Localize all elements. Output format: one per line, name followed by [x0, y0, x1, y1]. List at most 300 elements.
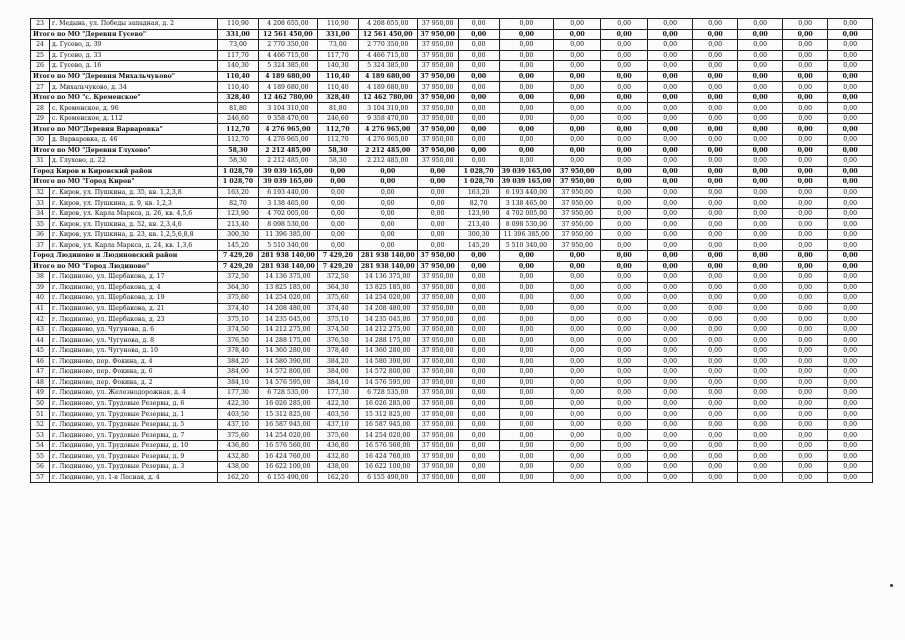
- value-cell: 14 288 175,00: [358, 335, 417, 346]
- value-cell: 37 950,00: [554, 240, 601, 251]
- value-cell: 0,00: [648, 229, 693, 240]
- value-cell: 0,00: [648, 124, 693, 135]
- value-cell: 0,00: [738, 251, 783, 262]
- value-cell: 58,30: [218, 156, 259, 167]
- value-cell: 14 136 375,00: [259, 272, 318, 283]
- value-cell: 0,00: [783, 156, 828, 167]
- value-cell: 0,00: [601, 398, 648, 409]
- value-cell: 374,50: [218, 324, 259, 335]
- value-cell: 300,30: [218, 229, 259, 240]
- value-cell: 0,00: [554, 61, 601, 72]
- value-cell: 0,00: [738, 440, 783, 451]
- value-cell: 123,90: [218, 208, 259, 219]
- address-cell: г. Людиново, ул. Трудовые Резервы, д. 6: [50, 398, 218, 409]
- value-cell: 0,00: [828, 229, 873, 240]
- value-cell: 0,00: [499, 409, 554, 420]
- row-number: 23: [31, 19, 50, 30]
- value-cell: 0,00: [693, 177, 738, 188]
- value-cell: 0,00: [828, 103, 873, 114]
- value-cell: 162,20: [218, 472, 259, 483]
- row-number: 38: [31, 272, 50, 283]
- value-cell: 0,00: [554, 50, 601, 61]
- value-cell: 0,00: [499, 345, 554, 356]
- region-name: Город Людиново и Людиновский район: [31, 251, 218, 262]
- value-cell: 0,00: [554, 430, 601, 441]
- value-cell: 0,00: [458, 103, 499, 114]
- value-cell: 0,00: [828, 50, 873, 61]
- value-cell: 0,00: [554, 135, 601, 146]
- row-number: 49: [31, 388, 50, 399]
- value-cell: 384,20: [317, 356, 358, 367]
- value-cell: 374,40: [218, 303, 259, 314]
- table-row: [31, 240, 873, 251]
- value-cell: 0,00: [828, 335, 873, 346]
- value-cell: 0,00: [828, 303, 873, 314]
- row-number: 31: [31, 156, 50, 167]
- value-cell: 110,40: [317, 71, 358, 82]
- value-cell: 0,00: [693, 19, 738, 30]
- value-cell: 0,00: [458, 409, 499, 420]
- value-cell: 0,00: [458, 324, 499, 335]
- value-cell: 0,00: [783, 409, 828, 420]
- value-cell: 0,00: [458, 282, 499, 293]
- value-cell: 16 622 100,00: [259, 461, 318, 472]
- value-cell: 0,00: [693, 419, 738, 430]
- value-cell: 0,00: [648, 398, 693, 409]
- value-cell: 328,40: [218, 92, 259, 103]
- value-cell: 0,00: [828, 219, 873, 230]
- value-cell: 37 950,00: [417, 377, 458, 388]
- value-cell: 0,00: [783, 345, 828, 356]
- value-cell: 438,00: [218, 461, 259, 472]
- value-cell: 0,00: [648, 92, 693, 103]
- address-cell: г. Киров, ул. Пушкина, д. 23, кв. 1,2,5,6,8,8: [50, 229, 218, 240]
- value-cell: 281 938 140,00: [358, 251, 417, 262]
- row-number: 50: [31, 398, 50, 409]
- value-cell: 0,00: [317, 187, 358, 198]
- row-number: 57: [31, 472, 50, 483]
- value-cell: 0,00: [554, 472, 601, 483]
- value-cell: 0,00: [828, 187, 873, 198]
- table-row: [31, 419, 873, 430]
- row-number: 29: [31, 113, 50, 124]
- value-cell: 0,00: [828, 82, 873, 93]
- value-cell: 0,00: [738, 377, 783, 388]
- value-cell: 37 950,00: [417, 124, 458, 135]
- value-cell: 0,00: [554, 282, 601, 293]
- value-cell: 0,00: [648, 282, 693, 293]
- value-cell: 0,00: [828, 71, 873, 82]
- address-cell: с. Кременское, д. 112: [50, 113, 218, 124]
- value-cell: 4 276 965,00: [259, 124, 318, 135]
- value-cell: 37 950,00: [554, 166, 601, 177]
- value-cell: 0,00: [601, 145, 648, 156]
- value-cell: 281 938 140,00: [259, 261, 318, 272]
- value-cell: 0,00: [828, 398, 873, 409]
- value-cell: 0,00: [783, 367, 828, 378]
- value-cell: 37 950,00: [554, 187, 601, 198]
- value-cell: 163,20: [218, 187, 259, 198]
- value-cell: 300,30: [458, 229, 499, 240]
- value-cell: 11 396 385,00: [499, 229, 554, 240]
- value-cell: 0,00: [458, 367, 499, 378]
- value-cell: 16 026 285,00: [259, 398, 318, 409]
- value-cell: 112,70: [218, 124, 259, 135]
- value-cell: 0,00: [458, 50, 499, 61]
- value-cell: 0,00: [648, 208, 693, 219]
- value-cell: 37 950,00: [417, 61, 458, 72]
- value-cell: 0,00: [499, 61, 554, 72]
- value-cell: 0,00: [648, 240, 693, 251]
- value-cell: 0,00: [499, 261, 554, 272]
- value-cell: 0,00: [554, 92, 601, 103]
- value-cell: 0,00: [554, 293, 601, 304]
- value-cell: 2 212 485,00: [259, 156, 318, 167]
- value-cell: 0,00: [358, 166, 417, 177]
- value-cell: 0,00: [828, 145, 873, 156]
- value-cell: 0,00: [554, 440, 601, 451]
- value-cell: 0,00: [828, 282, 873, 293]
- value-cell: 14 212 275,00: [259, 324, 318, 335]
- address-cell: г. Людиново, ул. Щербакова, д. 4: [50, 282, 218, 293]
- subtotal-row: [31, 29, 873, 40]
- table-row: [31, 103, 873, 114]
- value-cell: 39 039 165,00: [499, 166, 554, 177]
- table-row: [31, 472, 873, 483]
- address-cell: г. Людиново, ул. Чугунова, д. 6: [50, 324, 218, 335]
- value-cell: 0,00: [783, 261, 828, 272]
- value-cell: 0,00: [554, 145, 601, 156]
- value-cell: 0,00: [828, 356, 873, 367]
- value-cell: 376,50: [218, 335, 259, 346]
- value-cell: 0,00: [458, 261, 499, 272]
- value-cell: 0,00: [499, 272, 554, 283]
- value-cell: 14 360 280,00: [358, 345, 417, 356]
- value-cell: 0,00: [783, 419, 828, 430]
- value-cell: 6 155 490,00: [358, 472, 417, 483]
- value-cell: 0,00: [693, 40, 738, 51]
- row-number: 42: [31, 314, 50, 325]
- value-cell: 117,70: [218, 50, 259, 61]
- value-cell: 4 276 965,00: [358, 135, 417, 146]
- region-header-row: [31, 251, 873, 262]
- value-cell: 0,00: [828, 198, 873, 209]
- subtotal-label: Итого по МО "Город Киров": [31, 177, 218, 188]
- address-cell: г. Людиново, ул. Щербакова, д. 17: [50, 272, 218, 283]
- value-cell: 0,00: [783, 229, 828, 240]
- value-cell: 14 212 275,00: [358, 324, 417, 335]
- value-cell: 16 026 285,00: [358, 398, 417, 409]
- row-number: 39: [31, 282, 50, 293]
- value-cell: 14 254 020,00: [259, 293, 318, 304]
- row-number: 37: [31, 240, 50, 251]
- value-cell: 0,00: [738, 50, 783, 61]
- value-cell: 0,00: [693, 272, 738, 283]
- value-cell: 4 276 965,00: [358, 124, 417, 135]
- value-cell: 123,90: [458, 208, 499, 219]
- value-cell: 37 950,00: [554, 198, 601, 209]
- value-cell: 3 104 310,00: [358, 103, 417, 114]
- value-cell: 6 193 440,00: [259, 187, 318, 198]
- value-cell: 0,00: [499, 430, 554, 441]
- value-cell: 0,00: [783, 314, 828, 325]
- value-cell: 0,00: [828, 461, 873, 472]
- value-cell: 0,00: [738, 335, 783, 346]
- value-cell: 0,00: [499, 282, 554, 293]
- value-cell: 0,00: [458, 430, 499, 441]
- value-cell: 0,00: [648, 50, 693, 61]
- value-cell: 0,00: [554, 156, 601, 167]
- value-cell: 436,80: [218, 440, 259, 451]
- value-cell: 0,00: [554, 345, 601, 356]
- value-cell: 0,00: [693, 208, 738, 219]
- address-cell: г. Людиново, ул. Трудовые Резервы, д. 1: [50, 409, 218, 420]
- value-cell: 0,00: [738, 451, 783, 462]
- subtotal-label: Итого по МО"Деревня Варваровка": [31, 124, 218, 135]
- value-cell: 375,60: [218, 293, 259, 304]
- value-cell: 375,60: [218, 430, 259, 441]
- value-cell: 14 576 595,00: [259, 377, 318, 388]
- address-cell: д. Гусево, д. 33: [50, 50, 218, 61]
- value-cell: 0,00: [458, 82, 499, 93]
- value-cell: 0,00: [601, 103, 648, 114]
- table-row: [31, 82, 873, 93]
- value-cell: 14 235 045,00: [259, 314, 318, 325]
- value-cell: 9 358 470,00: [358, 113, 417, 124]
- value-cell: 37 950,00: [417, 335, 458, 346]
- row-number: 34: [31, 208, 50, 219]
- value-cell: 5 324 385,00: [259, 61, 318, 72]
- value-cell: 6 155 490,00: [259, 472, 318, 483]
- value-cell: 331,00: [317, 29, 358, 40]
- value-cell: 0,00: [458, 440, 499, 451]
- value-cell: 0,00: [458, 272, 499, 283]
- value-cell: 37 950,00: [417, 451, 458, 462]
- value-cell: 0,00: [828, 314, 873, 325]
- value-cell: 0,00: [499, 113, 554, 124]
- value-cell: 4 189 680,00: [259, 71, 318, 82]
- value-cell: 438,00: [317, 461, 358, 472]
- table-row: [31, 40, 873, 51]
- value-cell: 0,00: [828, 208, 873, 219]
- value-cell: 0,00: [648, 345, 693, 356]
- value-cell: 112,70: [218, 135, 259, 146]
- value-cell: 37 950,00: [417, 261, 458, 272]
- value-cell: 73,00: [317, 40, 358, 51]
- value-cell: 0,00: [693, 198, 738, 209]
- value-cell: 37 950,00: [417, 145, 458, 156]
- value-cell: 110,40: [218, 71, 259, 82]
- value-cell: 1 028,70: [218, 177, 259, 188]
- value-cell: 0,00: [738, 29, 783, 40]
- value-cell: 0,00: [499, 124, 554, 135]
- value-cell: 12 462 780,00: [259, 92, 318, 103]
- address-cell: д. Гусево, д. 16: [50, 61, 218, 72]
- value-cell: 0,00: [601, 356, 648, 367]
- value-cell: 0,00: [458, 61, 499, 72]
- value-cell: 0,00: [828, 293, 873, 304]
- address-cell: г. Людиново, пер. Фокина, д. 4: [50, 356, 218, 367]
- address-cell: д. Глухово, д. 22: [50, 156, 218, 167]
- value-cell: 16 576 560,00: [259, 440, 318, 451]
- value-cell: 0,00: [828, 440, 873, 451]
- value-cell: 8 098 530,00: [259, 219, 318, 230]
- value-cell: 0,00: [601, 208, 648, 219]
- value-cell: 0,00: [648, 187, 693, 198]
- value-cell: 328,40: [317, 92, 358, 103]
- value-cell: 384,00: [317, 367, 358, 378]
- value-cell: 0,00: [693, 92, 738, 103]
- value-cell: 0,00: [693, 398, 738, 409]
- value-cell: 0,00: [783, 282, 828, 293]
- value-cell: 14 572 800,00: [358, 367, 417, 378]
- value-cell: 0,00: [783, 187, 828, 198]
- subtotal-row: [31, 92, 873, 103]
- address-cell: г. Людиново, ул. Железнодорожная, д. 4: [50, 388, 218, 399]
- value-cell: 0,00: [499, 451, 554, 462]
- value-cell: 37 950,00: [417, 430, 458, 441]
- value-cell: 0,00: [738, 166, 783, 177]
- value-cell: 0,00: [648, 367, 693, 378]
- value-cell: 7 429,20: [218, 261, 259, 272]
- address-cell: г. Киров, ул. Карла Маркса, д. 24, кв. 1,3,6: [50, 240, 218, 251]
- value-cell: 37 950,00: [417, 29, 458, 40]
- value-cell: 37 950,00: [417, 314, 458, 325]
- value-cell: 0,00: [738, 103, 783, 114]
- value-cell: 4 466 715,00: [259, 50, 318, 61]
- value-cell: 0,00: [601, 156, 648, 167]
- value-cell: 0,00: [693, 61, 738, 72]
- value-cell: 0,00: [499, 82, 554, 93]
- value-cell: 0,00: [693, 124, 738, 135]
- value-cell: 0,00: [693, 156, 738, 167]
- value-cell: 37 950,00: [417, 303, 458, 314]
- row-number: 40: [31, 293, 50, 304]
- value-cell: 0,00: [783, 71, 828, 82]
- value-cell: 0,00: [783, 440, 828, 451]
- value-cell: 0,00: [554, 367, 601, 378]
- value-cell: 16 587 945,00: [358, 419, 417, 430]
- value-cell: 12 561 450,00: [259, 29, 318, 40]
- row-number: 28: [31, 103, 50, 114]
- value-cell: 0,00: [601, 92, 648, 103]
- value-cell: 0,00: [554, 124, 601, 135]
- value-cell: 0,00: [417, 177, 458, 188]
- value-cell: 375,60: [317, 293, 358, 304]
- value-cell: 14 580 390,00: [259, 356, 318, 367]
- value-cell: 4 208 655,00: [259, 19, 318, 30]
- value-cell: 1 028,70: [458, 177, 499, 188]
- value-cell: 0,00: [601, 272, 648, 283]
- value-cell: 0,00: [828, 261, 873, 272]
- value-cell: 0,00: [554, 419, 601, 430]
- value-cell: 0,00: [828, 451, 873, 462]
- value-cell: 0,00: [417, 187, 458, 198]
- value-cell: 0,00: [783, 103, 828, 114]
- value-cell: 0,00: [554, 314, 601, 325]
- value-cell: 0,00: [499, 377, 554, 388]
- value-cell: 0,00: [554, 29, 601, 40]
- value-cell: 0,00: [783, 240, 828, 251]
- value-cell: 0,00: [738, 398, 783, 409]
- value-cell: 14 254 020,00: [358, 293, 417, 304]
- value-cell: 0,00: [828, 345, 873, 356]
- value-cell: 0,00: [828, 124, 873, 135]
- value-cell: 0,00: [828, 324, 873, 335]
- value-cell: 37 950,00: [417, 156, 458, 167]
- value-cell: 0,00: [693, 71, 738, 82]
- value-cell: 0,00: [648, 166, 693, 177]
- value-cell: 0,00: [648, 82, 693, 93]
- value-cell: 0,00: [783, 251, 828, 262]
- value-cell: 0,00: [738, 135, 783, 146]
- value-cell: 0,00: [648, 71, 693, 82]
- value-cell: 0,00: [738, 356, 783, 367]
- value-cell: 0,00: [828, 61, 873, 72]
- value-cell: 0,00: [554, 251, 601, 262]
- table-row: [31, 272, 873, 283]
- value-cell: 384,10: [218, 377, 259, 388]
- value-cell: 246,60: [218, 113, 259, 124]
- value-cell: 39 039 165,00: [259, 166, 318, 177]
- value-cell: 0,00: [601, 240, 648, 251]
- row-number: 35: [31, 219, 50, 230]
- value-cell: 0,00: [783, 135, 828, 146]
- row-number: 53: [31, 430, 50, 441]
- row-number: 56: [31, 461, 50, 472]
- table-row: [31, 335, 873, 346]
- value-cell: 0,00: [828, 388, 873, 399]
- value-cell: 0,00: [783, 219, 828, 230]
- value-cell: 37 950,00: [417, 19, 458, 30]
- value-cell: 37 950,00: [417, 92, 458, 103]
- value-cell: 0,00: [499, 419, 554, 430]
- value-cell: 37 950,00: [417, 324, 458, 335]
- subtotal-row: [31, 71, 873, 82]
- address-cell: г. Людиново, пер. Фокина, д. 6: [50, 367, 218, 378]
- value-cell: 0,00: [601, 29, 648, 40]
- value-cell: 0,00: [693, 451, 738, 462]
- value-cell: 0,00: [738, 472, 783, 483]
- value-cell: 0,00: [601, 440, 648, 451]
- value-cell: 145,20: [218, 240, 259, 251]
- value-cell: 37 950,00: [417, 388, 458, 399]
- address-cell: г. Людиново, ул. Трудовые Резервы, д. 9: [50, 451, 218, 462]
- row-number: 27: [31, 82, 50, 93]
- value-cell: 0,00: [458, 345, 499, 356]
- value-cell: 0,00: [648, 335, 693, 346]
- row-number: 55: [31, 451, 50, 462]
- address-cell: г. Людиново, ул. Трудовые Резервы, д. 10: [50, 440, 218, 451]
- value-cell: 0,00: [601, 19, 648, 30]
- subtotal-label: Итого по МО "Деревня Глухово": [31, 145, 218, 156]
- value-cell: 37 950,00: [554, 177, 601, 188]
- value-cell: 0,00: [499, 472, 554, 483]
- value-cell: 0,00: [693, 472, 738, 483]
- value-cell: 0,00: [601, 166, 648, 177]
- address-cell: с. Кременское, д. 96: [50, 103, 218, 114]
- housing-register-table: [30, 18, 873, 483]
- value-cell: 7 429,20: [317, 251, 358, 262]
- value-cell: 0,00: [783, 208, 828, 219]
- value-cell: 0,00: [648, 113, 693, 124]
- value-cell: 14 208 480,00: [259, 303, 318, 314]
- value-cell: 0,00: [648, 324, 693, 335]
- value-cell: 0,00: [738, 92, 783, 103]
- address-cell: г. Людиново, ул. Трудовые Резервы, д. 7: [50, 430, 218, 441]
- value-cell: 0,00: [458, 156, 499, 167]
- value-cell: 0,00: [783, 61, 828, 72]
